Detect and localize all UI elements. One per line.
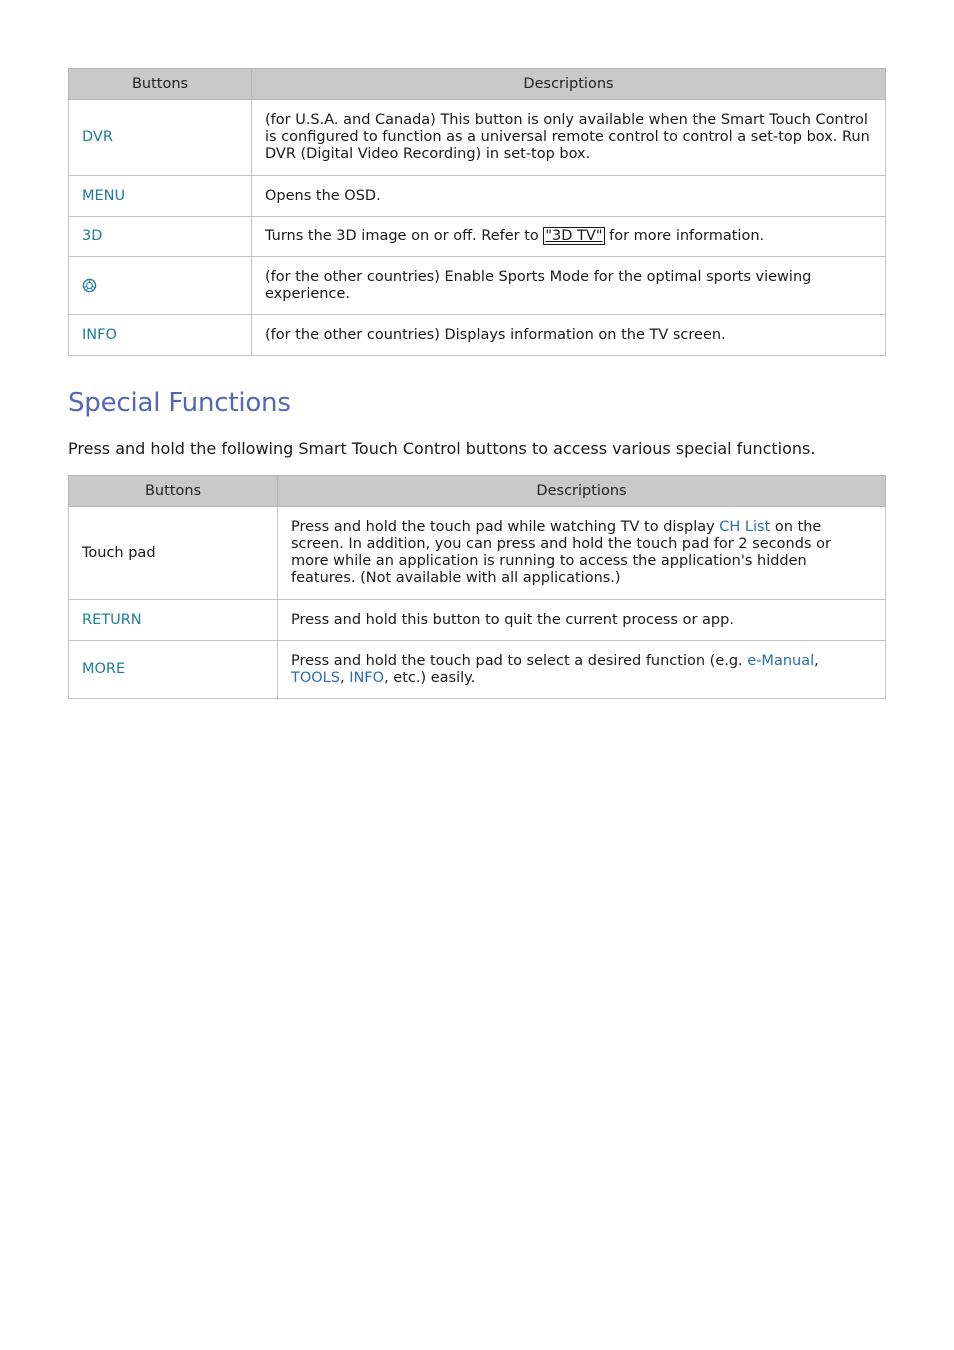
description-more bbox=[278, 641, 886, 699]
table-row bbox=[69, 641, 886, 699]
table-row bbox=[69, 507, 886, 600]
button-info: INFO bbox=[69, 315, 252, 356]
table-row bbox=[69, 600, 886, 641]
header-buttons: Buttons bbox=[69, 69, 252, 100]
header-descriptions: Descriptions bbox=[252, 69, 886, 100]
description-sports: (for the other countries) Enable Sports Mode for the optimal sports viewing experience. bbox=[252, 257, 886, 315]
buttons-table-1 bbox=[68, 68, 886, 356]
table-row bbox=[69, 176, 886, 217]
description-touch-pad-text-end: on the screen. In addition, you can press and hold the touch pad for 2 seconds or more while an application is running to access the application's hidden features. (Not available with all applications.) bbox=[291, 519, 831, 586]
table-row bbox=[69, 100, 886, 176]
table-row bbox=[69, 217, 886, 257]
buttons-table-2 bbox=[68, 475, 886, 699]
link-3d-tv[interactable]: "3D TV" bbox=[545, 228, 603, 244]
keyword-e-manual: e-Manual bbox=[747, 652, 815, 669]
description-more-text-end: , etc.) easily. bbox=[384, 669, 476, 686]
header-descriptions: Descriptions bbox=[278, 476, 886, 507]
description-return: Press and hold this button to quit the current process or app. bbox=[278, 600, 886, 641]
button-sports bbox=[69, 257, 252, 315]
button-return: RETURN bbox=[69, 600, 278, 641]
separator: , bbox=[339, 669, 350, 686]
description-3d bbox=[252, 217, 886, 257]
keyword-info: INFO bbox=[349, 669, 385, 686]
description-3d-text-end: for more information. bbox=[604, 228, 765, 244]
description-menu: Opens the OSD. bbox=[252, 176, 886, 217]
keyword-ch-list: CH List bbox=[719, 519, 771, 535]
button-more: MORE bbox=[69, 641, 278, 699]
description-touch-pad bbox=[278, 507, 886, 600]
description-more-text: Press and hold the touch pad to select a desired function (e.g. bbox=[291, 652, 748, 669]
table-row bbox=[69, 257, 886, 315]
button-touch-pad: Touch pad bbox=[69, 507, 278, 600]
keyword-tools: TOOLS bbox=[291, 669, 340, 686]
separator: , bbox=[814, 652, 819, 669]
button-3d: 3D bbox=[69, 217, 252, 257]
table-header-row bbox=[69, 476, 886, 507]
section-intro: Press and hold the following Smart Touch Control buttons to access various special functions. bbox=[68, 439, 816, 458]
description-dvr: (for U.S.A. and Canada) This button is only available when the Smart Touch Control is configured to function as a universal remote control to control a set-top box. Run DVR (Digital Video Recording) in set-top box. bbox=[252, 100, 886, 176]
description-3d-text: Turns the 3D image on or off. Refer to bbox=[265, 228, 544, 244]
section-title: Special Functions bbox=[68, 388, 291, 418]
description-touch-pad-text: Press and hold the touch pad while watching TV to display bbox=[291, 519, 720, 535]
button-menu: MENU bbox=[69, 176, 252, 217]
button-dvr: DVR bbox=[69, 100, 252, 176]
sports-mode-icon bbox=[82, 278, 97, 293]
table-header-row bbox=[69, 69, 886, 100]
description-info: (for the other countries) Displays information on the TV screen. bbox=[252, 315, 886, 356]
header-buttons: Buttons bbox=[69, 476, 278, 507]
table-row bbox=[69, 315, 886, 356]
